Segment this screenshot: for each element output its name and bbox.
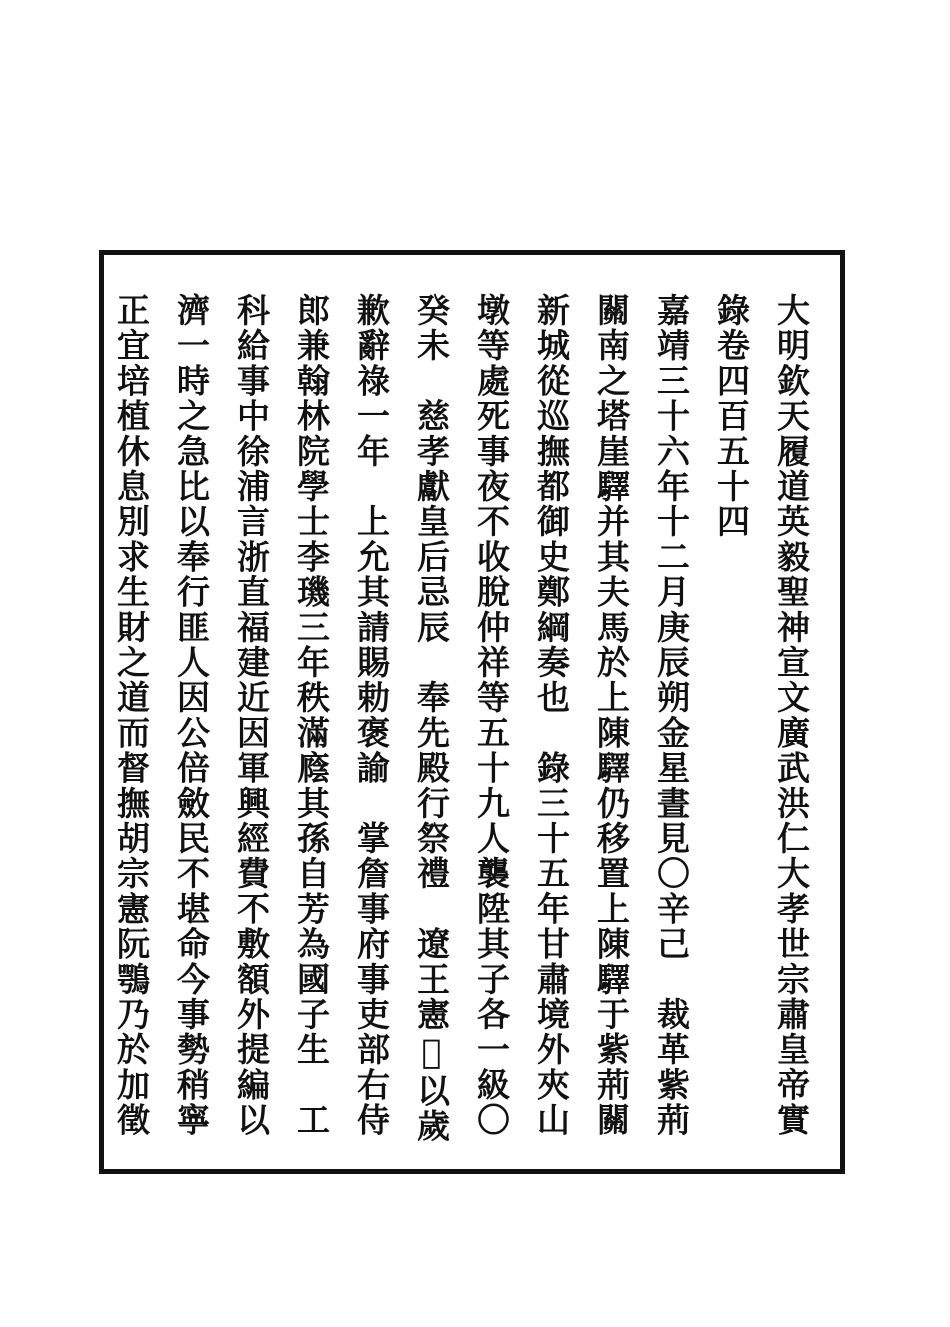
- text-column-8: 歉辭祿一年 上允其請賜勅褒諭 掌詹事府事吏部右侍: [352, 293, 391, 1138]
- text-column-12: 正宜培植休息別求生財之道而督撫胡宗憲阮鶚乃於加徵: [112, 293, 151, 1138]
- page-frame: [99, 250, 845, 1174]
- text-column-5: 新城從巡撫都御史鄭綱奏也 錄三十五年甘肅境外夾山: [532, 293, 571, 1138]
- text-columns: [104, 255, 840, 1169]
- text-column-10: 科給事中徐浦言浙直福建近因軍興經費不敷額外提編以: [232, 293, 271, 1138]
- text-column-7: 癸未 慈孝獻皇后忌辰 奉先殿行祭禮 遼王憲𤇃以歲: [412, 293, 451, 1144]
- text-column-3: 嘉靖三十六年十二月庚辰朔金星晝見〇辛己 裁革紫荊: [652, 293, 691, 1138]
- text-column-9: 郎兼翰林院學士李璣三年秩滿廕其孫自芳為國子生 工: [292, 293, 331, 1138]
- text-column-4: 關南之塔崖驛并其夫馬於上陳驛仍移置上陳驛于紫荊關: [592, 293, 631, 1138]
- text-column-6: 墩等處死事夜不收脫仲祥等五十九人襲陞其子各一級〇: [472, 293, 511, 1138]
- text-column-2: 錄卷四百五十四: [712, 293, 751, 540]
- text-column-1: 大明欽天履道英毅聖神宣文廣武洪仁大孝世宗肅皇帝實: [772, 293, 811, 1138]
- text-column-11: 濟一時之急比以奉行匪人因公倍斂民不堪命今事勢稍寧: [172, 293, 211, 1138]
